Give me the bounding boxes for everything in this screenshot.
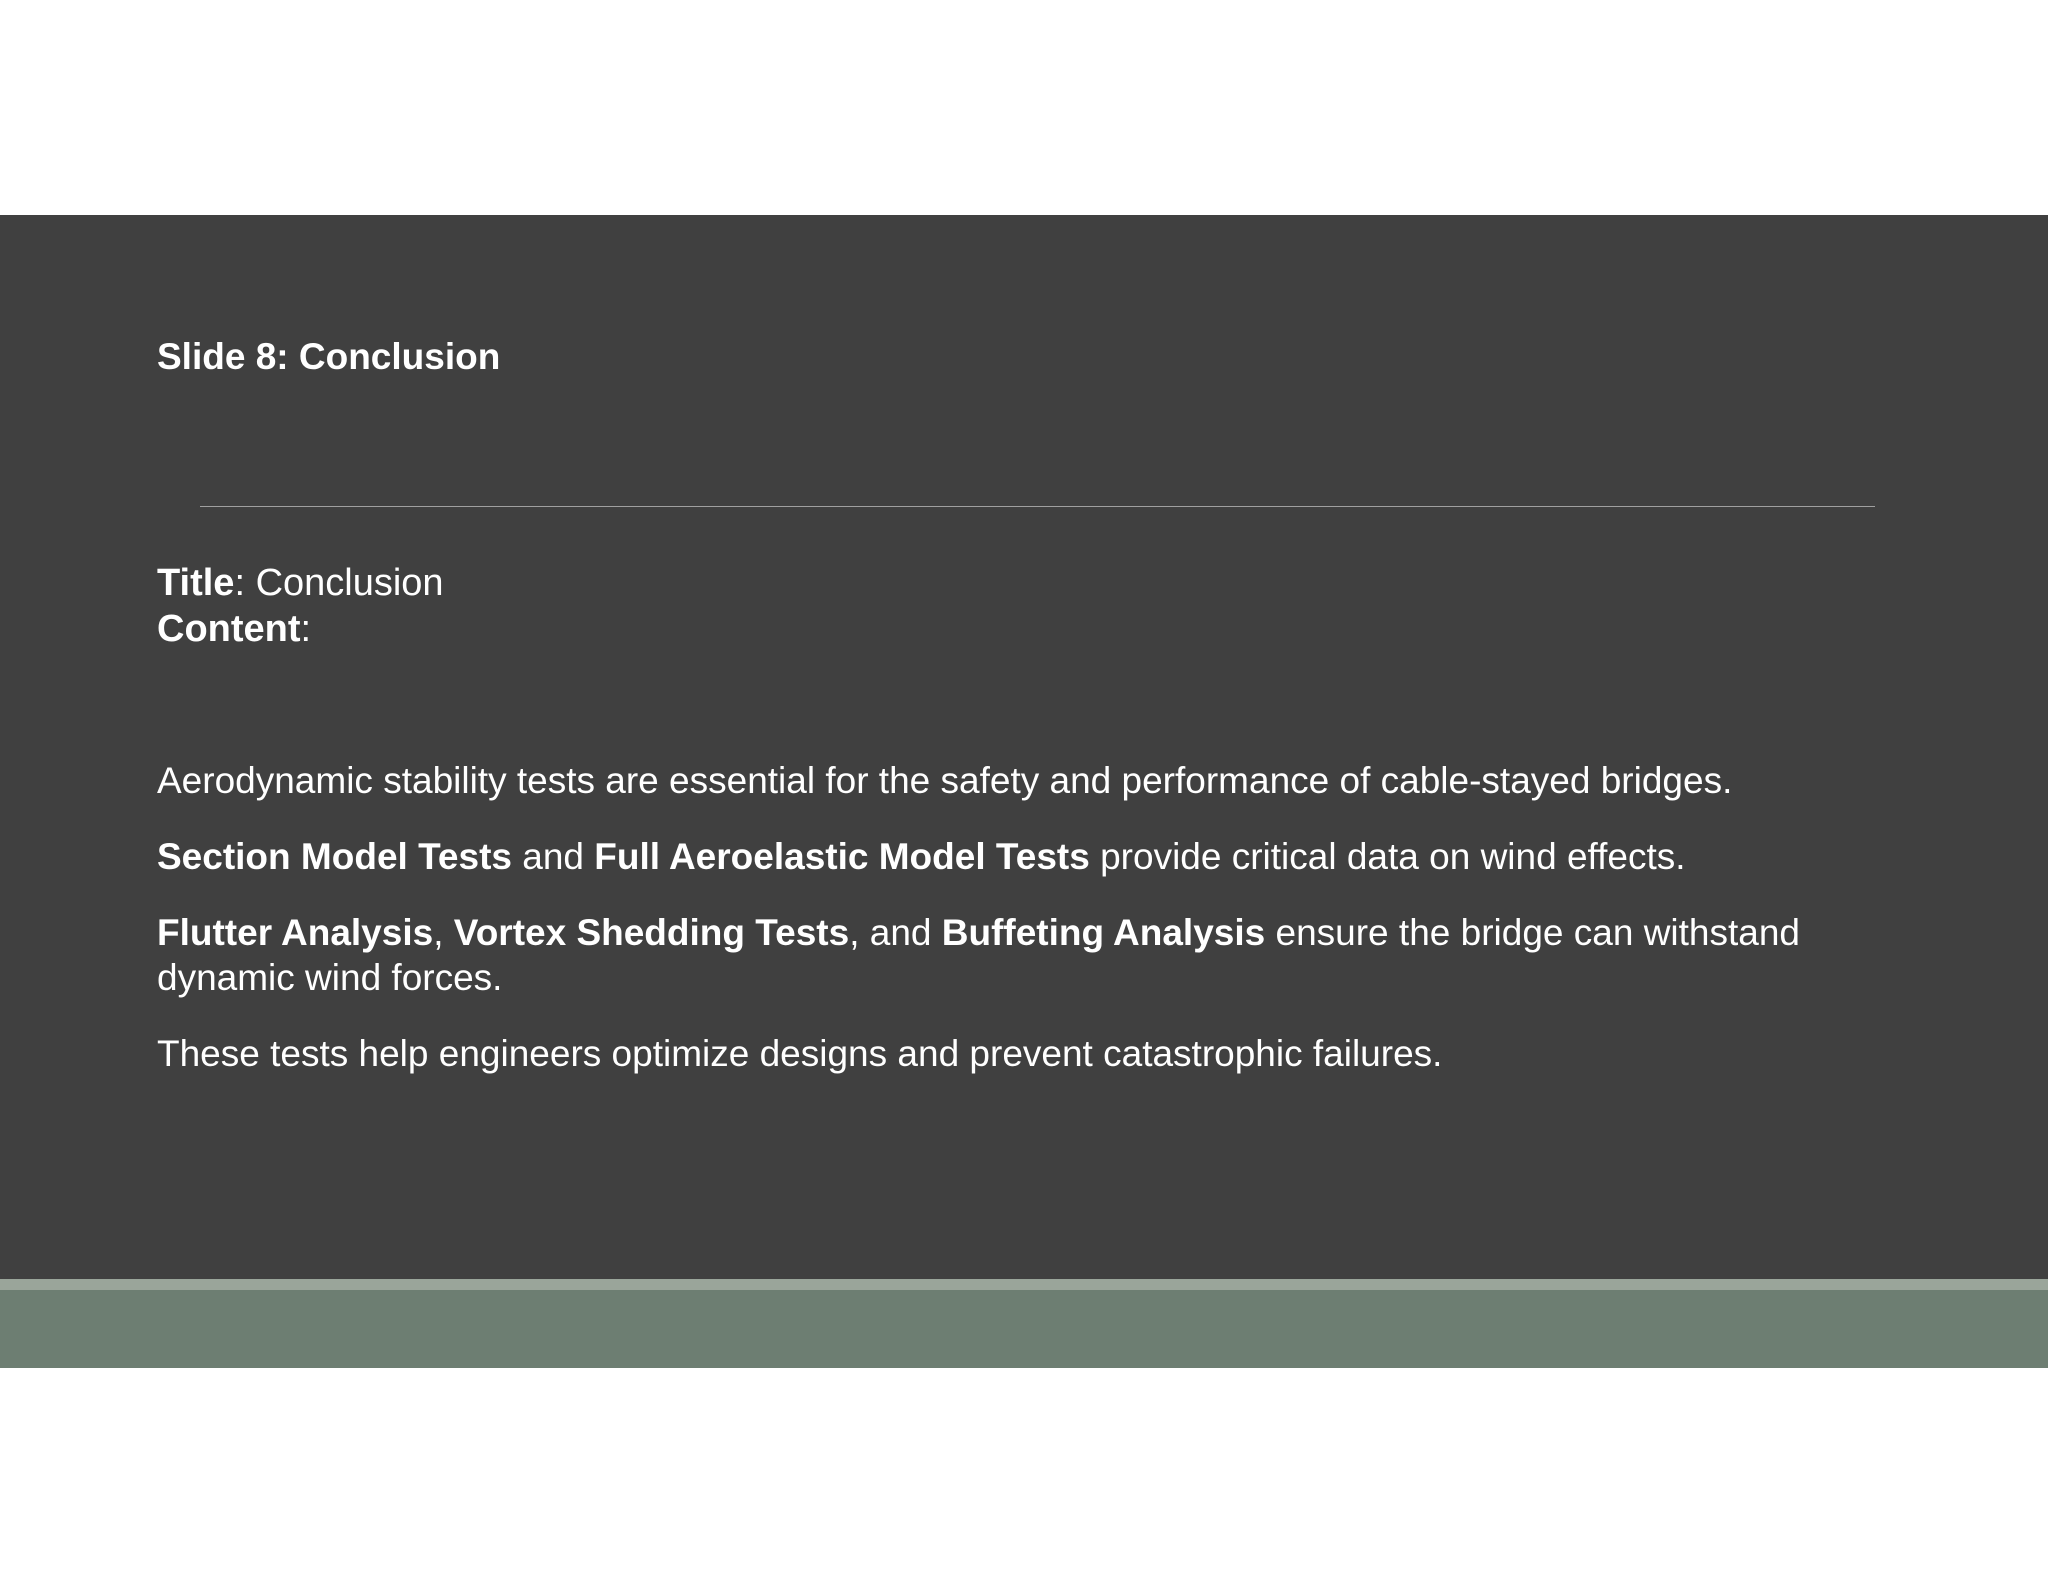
title-value: Conclusion bbox=[255, 562, 444, 604]
slide-heading: Slide 8: Conclusion bbox=[157, 336, 501, 377]
paragraph-3-text: ensure the bridge can withstand dynamic wind forces. bbox=[157, 912, 1801, 998]
footer-band bbox=[0, 1290, 2048, 1368]
paragraph-2-text: provide critical data on wind effects. bbox=[1089, 836, 1686, 877]
paragraph-3-text: , and bbox=[849, 912, 942, 953]
bold-term: Full Aeroelastic Model Tests bbox=[594, 836, 1090, 877]
page-bottom-margin bbox=[0, 1368, 2048, 1582]
paragraph-4 bbox=[157, 1031, 1917, 1076]
bold-term: Buffeting Analysis bbox=[941, 912, 1266, 953]
slide-meta bbox=[157, 560, 444, 652]
content-line bbox=[157, 606, 444, 652]
paragraph-3 bbox=[157, 910, 1917, 1000]
paragraph-1 bbox=[157, 758, 1917, 803]
content-label: Content bbox=[157, 608, 301, 650]
divider-line bbox=[200, 506, 1875, 507]
page-top-margin bbox=[0, 0, 2048, 215]
footer-accent-strip bbox=[0, 1279, 2048, 1290]
content-separator: : bbox=[300, 608, 312, 650]
bold-term: Vortex Shedding Tests bbox=[453, 912, 850, 953]
content-paragraphs bbox=[157, 758, 1917, 1107]
title-separator: : bbox=[234, 562, 256, 604]
paragraph-2 bbox=[157, 834, 1917, 879]
paragraph-4-text: These tests help engineers optimize designs and prevent catastrophic failures. bbox=[157, 1033, 1443, 1074]
paragraph-1-text: Aerodynamic stability tests are essential for the safety and performance of cable-stayed bridges. bbox=[157, 760, 1733, 801]
bold-term: Flutter Analysis bbox=[157, 912, 434, 953]
paragraph-3-text: , bbox=[433, 912, 454, 953]
bold-term: Section Model Tests bbox=[157, 836, 512, 877]
title-label: Title bbox=[157, 562, 235, 604]
slide-panel bbox=[0, 215, 2048, 1279]
title-line bbox=[157, 560, 444, 606]
paragraph-2-text: and bbox=[512, 836, 595, 877]
